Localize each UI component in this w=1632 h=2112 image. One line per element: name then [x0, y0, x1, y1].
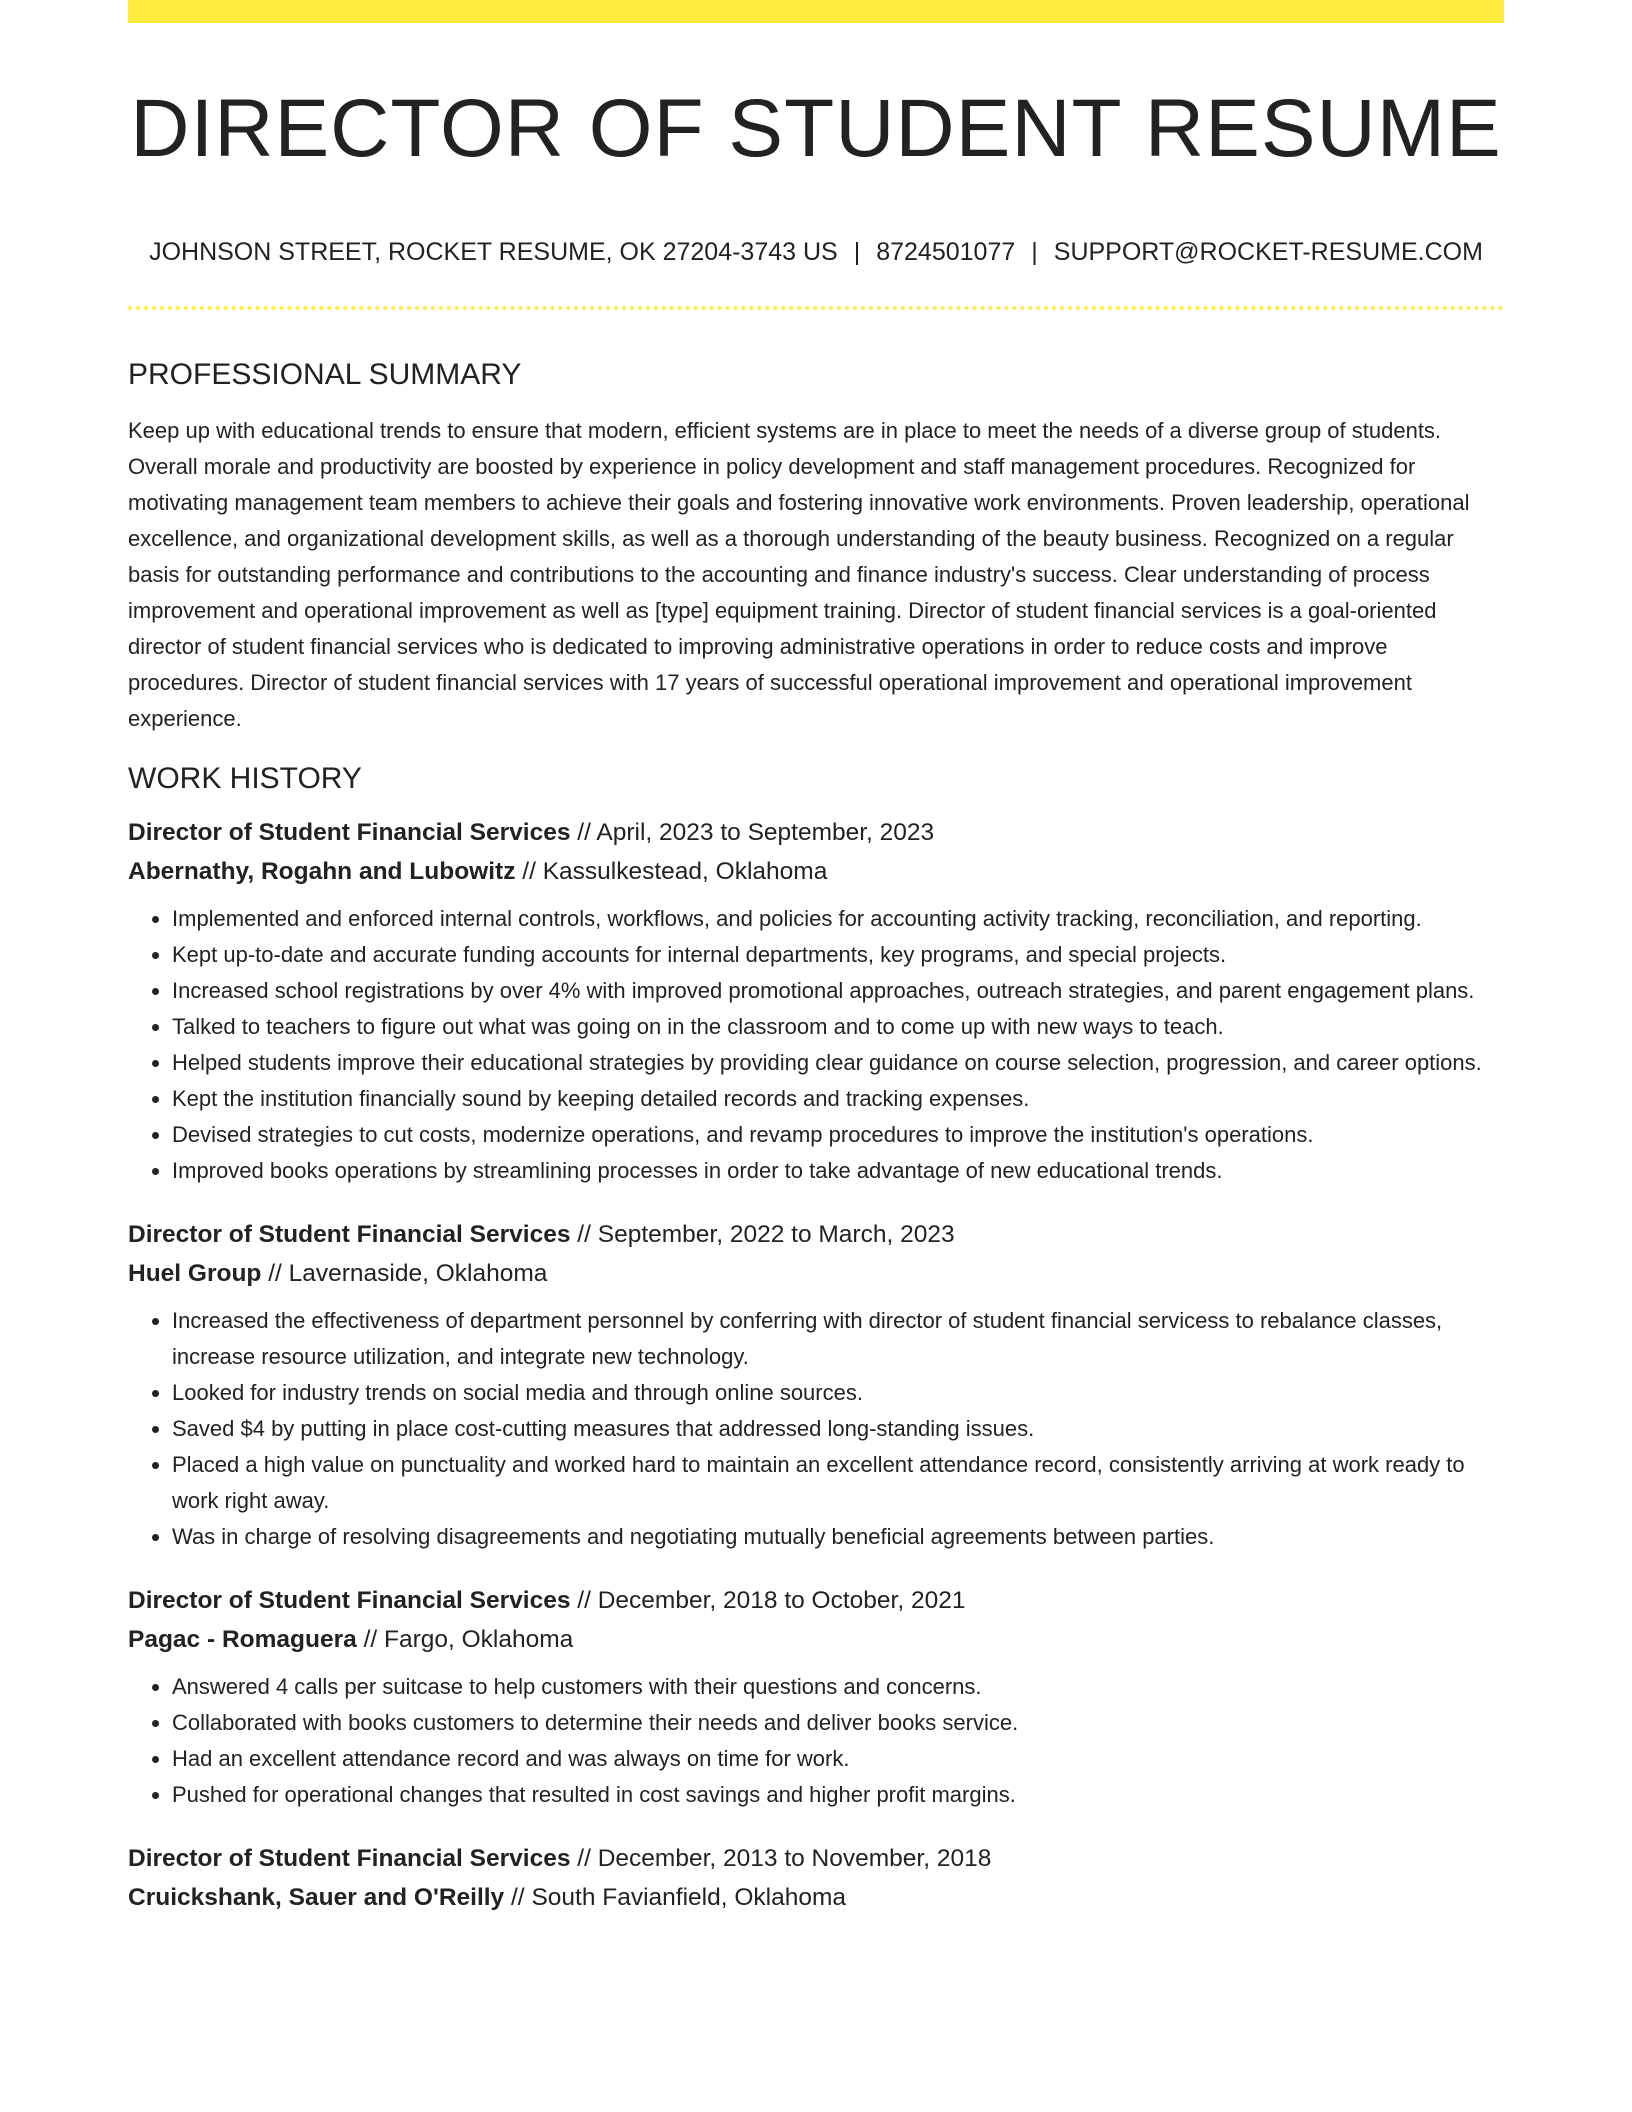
contact-separator: |: [1031, 238, 1038, 266]
summary-text: Keep up with educational trends to ensure that modern, efficient systems are in place to meet the needs of a diverse group of students. Overall morale and productivity are boosted by experience in policy development and staff management procedures. Recognized for motivating management team members to achieve their goals and fostering innovative work environments. Proven leadership, operational excellence, and organizational development skills, as well as a thorough understanding of the beauty business. Recognized on a regular basis for outstanding performance and contributions to the accounting and finance industry's success. Clear understanding of process improvement and operational improvement as well as [type] equipment training. Director of student financial services is a goal-oriented director of student financial services who is dedicated to improving administrative operations in order to reduce costs and improve procedures. Director of student financial services with 17 years of successful operational improvement and operational improvement experience.: [128, 418, 1470, 731]
job-bullet: • Increased the effectiveness of department personnel by conferring with director of student financial servicess to rebalance classes, increase resource utilization, and integrate new technology.: [172, 1303, 1504, 1375]
job-bullet: • Kept up-to-date and accurate funding accounts for internal departments, key programs, and special projects.: [172, 937, 1504, 973]
job-divider: //: [577, 1221, 591, 1248]
job-divider: //: [511, 1884, 525, 1911]
summary-heading: PROFESSIONAL SUMMARY: [128, 358, 522, 391]
contact-line: [128, 238, 1504, 267]
job-entry: [128, 1215, 1504, 1555]
job-company-line: [128, 1878, 1504, 1917]
job-entry: [128, 1839, 1504, 1917]
job-company: Pagac - Romaguera: [128, 1626, 357, 1653]
job-company: Abernathy, Rogahn and Lubowitz: [128, 858, 516, 885]
job-bullets: [128, 1303, 1504, 1555]
job-divider: //: [577, 819, 591, 846]
job-bullet: • Was in charge of resolving disagreements and negotiating mutually beneficial agreements between parties.: [172, 1519, 1504, 1555]
job-entry: [128, 1581, 1504, 1813]
resume-body: [128, 355, 1504, 1917]
contact-email: SUPPORT@ROCKET-RESUME.COM: [1053, 238, 1483, 266]
job-bullet: • Saved $4 by putting in place cost-cutting measures that addressed long-standing issues.: [172, 1411, 1504, 1447]
job-bullet: • Had an excellent attendance record and was always on time for work.: [172, 1741, 1504, 1777]
accent-bar: [128, 0, 1504, 23]
job-company: Cruickshank, Sauer and O'Reilly: [128, 1884, 505, 1911]
job-dates: December, 2018 to October, 2021: [597, 1587, 966, 1614]
job-divider: //: [363, 1626, 378, 1653]
job-title-line: [128, 1215, 1504, 1254]
contact-phone: 8724501077: [876, 238, 1016, 266]
job-company-line: [128, 1254, 1504, 1293]
job-company-line: [128, 852, 1504, 891]
contact-separator: |: [853, 238, 861, 266]
job-title: Director of Student Financial Services: [128, 1587, 571, 1614]
job-bullet: • Placed a high value on punctuality and worked hard to maintain an excellent attendance record, consistently arriving at work ready to work right away.: [172, 1447, 1504, 1519]
job-divider: //: [577, 1845, 591, 1872]
resume-title: DIRECTOR OF STUDENT RESUME: [130, 83, 1502, 174]
job-location: South Favianfield, Oklahoma: [531, 1884, 847, 1911]
job-divider: //: [522, 858, 536, 885]
job-bullet: • Increased school registrations by over 4% with improved promotional approaches, outreach strategies, and parent engagement plans.: [172, 973, 1504, 1009]
job-divider: //: [268, 1260, 282, 1287]
job-bullets: [128, 901, 1504, 1189]
job-title: Director of Student Financial Services: [128, 1221, 571, 1248]
job-bullet: • Talked to teachers to figure out what was going on in the classroom and to come up with new ways to teach.: [172, 1009, 1504, 1045]
job-company: Huel Group: [128, 1260, 262, 1287]
job-title-line: [128, 813, 1504, 852]
job-title: Director of Student Financial Services: [128, 1845, 571, 1872]
dotted-divider: [128, 306, 1504, 310]
job-bullet: • Collaborated with books customers to determine their needs and deliver books service.: [172, 1705, 1504, 1741]
job-bullet: • Pushed for operational changes that resulted in cost savings and higher profit margins.: [172, 1777, 1504, 1813]
job-bullet: • Kept the institution financially sound by keeping detailed records and tracking expenses.: [172, 1081, 1504, 1117]
job-title-line: [128, 1839, 1504, 1878]
contact-address: JOHNSON STREET, ROCKET RESUME, OK 27204-3743 US: [149, 238, 838, 266]
job-entry: [128, 813, 1504, 1189]
job-location: Kassulkestead, Oklahoma: [542, 858, 828, 885]
job-location: Lavernaside, Oklahoma: [288, 1260, 548, 1287]
job-bullets: [128, 1669, 1504, 1813]
job-bullet: • Answered 4 calls per suitcase to help customers with their questions and concerns.: [172, 1669, 1504, 1705]
job-company-line: [128, 1620, 1504, 1659]
work-history-list: [128, 813, 1504, 1917]
job-dates: April, 2023 to September, 2023: [596, 819, 935, 846]
work-history-heading: WORK HISTORY: [128, 762, 362, 795]
job-bullet: • Implemented and enforced internal controls, workflows, and policies for accounting activity tracking, reconciliation, and reporting.: [172, 901, 1504, 937]
job-bullet: • Helped students improve their educational strategies by providing clear guidance on course selection, progression, and career options.: [172, 1045, 1504, 1081]
job-dates: December, 2013 to November, 2018: [597, 1845, 992, 1872]
job-title-line: [128, 1581, 1504, 1620]
job-title: Director of Student Financial Services: [128, 819, 571, 846]
job-divider: //: [577, 1587, 591, 1614]
job-bullet: • Improved books operations by streamlining processes in order to take advantage of new educational trends.: [172, 1153, 1504, 1189]
job-bullet: • Devised strategies to cut costs, modernize operations, and revamp procedures to improve the institution's operations.: [172, 1117, 1504, 1153]
job-location: Fargo, Oklahoma: [384, 1626, 574, 1653]
job-bullet: • Looked for industry trends on social media and through online sources.: [172, 1375, 1504, 1411]
job-dates: September, 2022 to March, 2023: [597, 1221, 955, 1248]
